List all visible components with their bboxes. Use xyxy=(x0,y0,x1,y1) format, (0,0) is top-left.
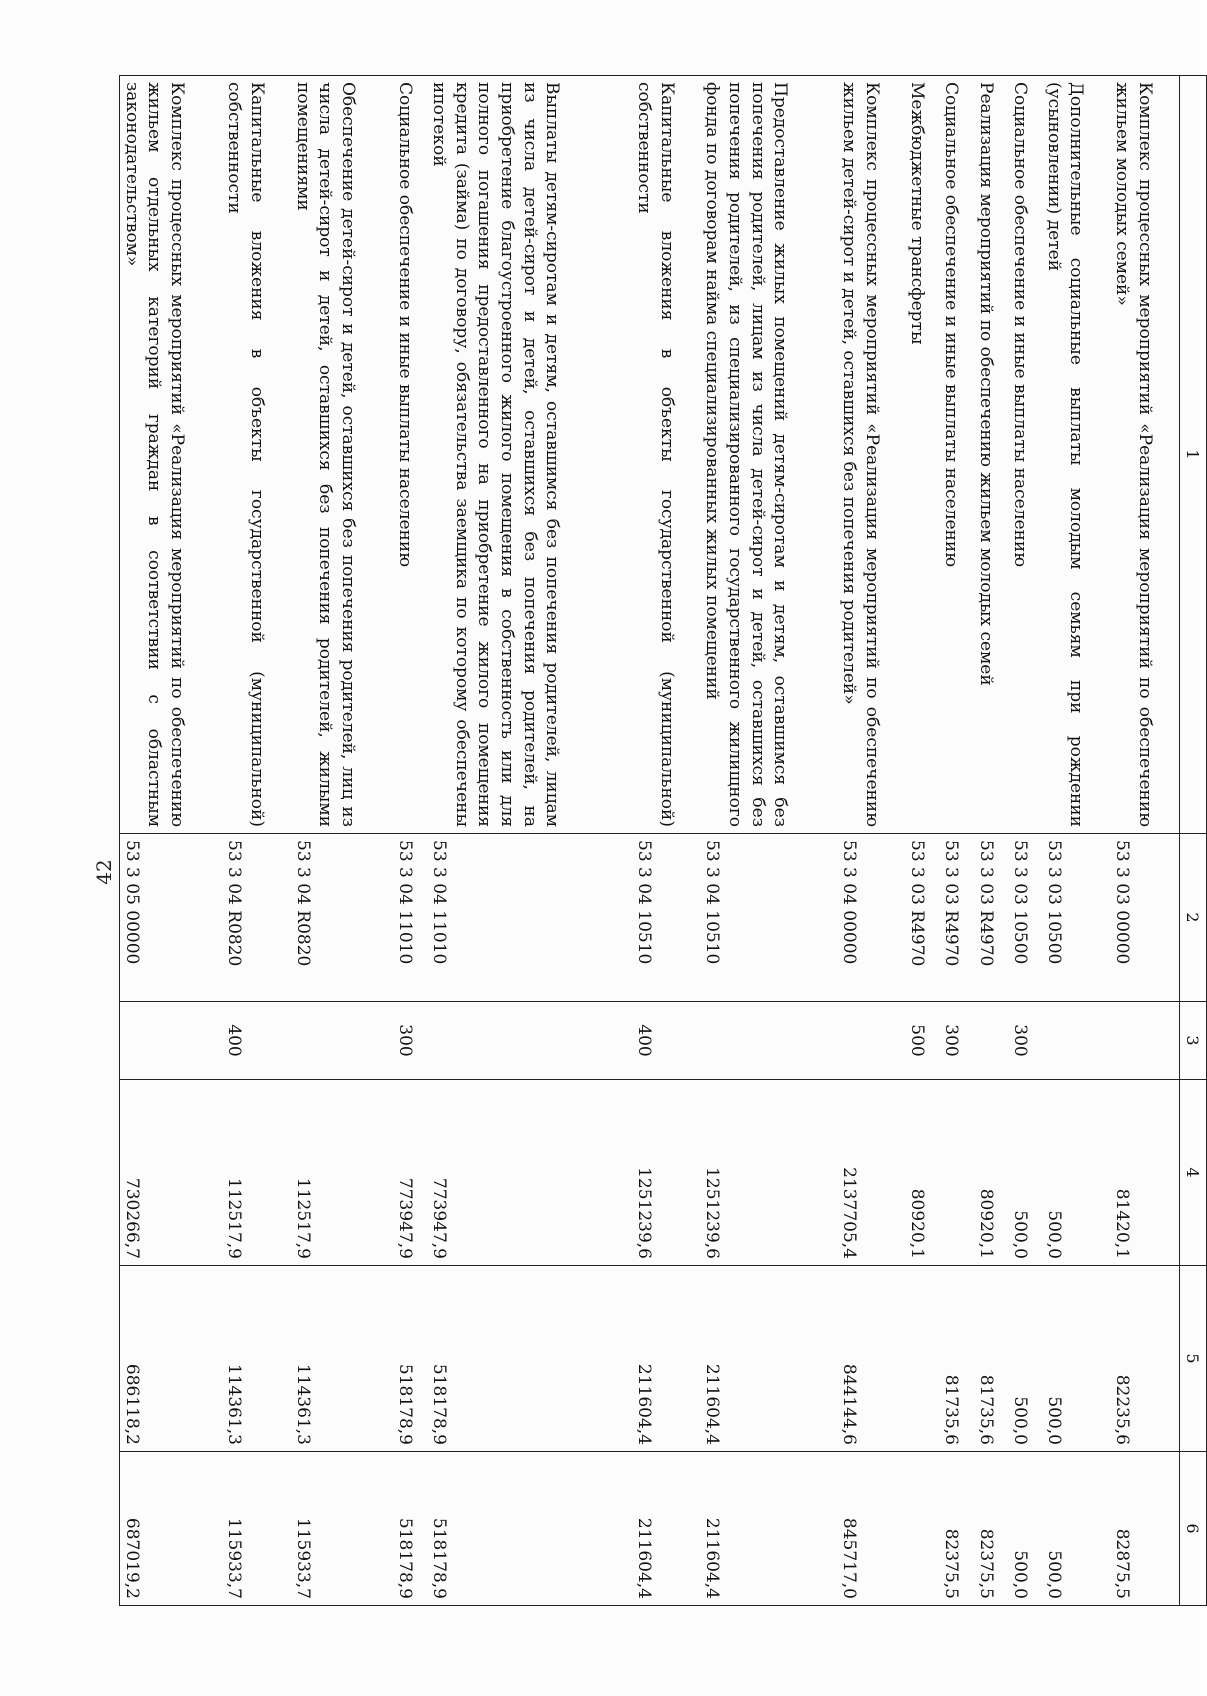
row-code: 53 3 05 00000 xyxy=(120,834,223,1002)
row-value-col5: 500,0 xyxy=(1008,1266,1042,1452)
table-row xyxy=(393,76,427,1606)
row-code: 53 3 04 11010 xyxy=(393,834,427,1002)
row-value-col5: 114361,3 xyxy=(223,1266,291,1452)
row-value-col5: 844144,6 xyxy=(837,1266,905,1452)
row-value-col5: 114361,3 xyxy=(291,1266,393,1452)
table-row xyxy=(701,76,838,1606)
header-col-3: 3 xyxy=(1180,1002,1207,1080)
row-value-col4 xyxy=(940,1080,974,1266)
budget-table xyxy=(119,75,1207,1606)
row-name: Социальное обеспечение и иные выплаты населению xyxy=(940,76,974,834)
row-subcode: 400 xyxy=(223,1002,291,1080)
rotated-table-container xyxy=(119,75,1207,1605)
row-value-col5: 518178,9 xyxy=(393,1266,427,1452)
row-code: 53 3 03 00000 xyxy=(1110,834,1179,1002)
row-value-col4: 773947,9 xyxy=(428,1080,633,1266)
row-code: 53 3 03 R4970 xyxy=(940,834,974,1002)
row-value-col5: 211604,4 xyxy=(701,1266,838,1452)
row-value-col6: 82375,5 xyxy=(974,1452,1008,1606)
table-row xyxy=(632,76,700,1606)
row-name: Социальное обеспечение и иные выплаты населению xyxy=(1008,76,1042,834)
row-value-col6: 518178,9 xyxy=(393,1452,427,1606)
row-code: 53 3 04 10510 xyxy=(632,834,700,1002)
row-code: 53 3 03 R4970 xyxy=(906,834,940,1002)
page-number: 42 xyxy=(92,859,116,885)
row-value-col5: 81735,6 xyxy=(974,1266,1008,1452)
table-row xyxy=(1008,76,1042,1606)
row-subcode: 400 xyxy=(632,1002,700,1080)
row-name: Комплекс процессных мероприятий «Реализация мероприятий по обеспечению жильем отдельных категорий граждан в соответствии с областным законодательством» xyxy=(120,76,223,834)
row-code: 53 3 04 00000 xyxy=(837,834,905,1002)
row-value-col5: 82235,6 xyxy=(1110,1266,1179,1452)
table-row xyxy=(1110,76,1179,1606)
header-col-4: 4 xyxy=(1180,1080,1207,1266)
row-value-col5: 686118,2 xyxy=(120,1266,223,1452)
row-value-col4: 730266,7 xyxy=(120,1080,223,1266)
row-subcode: 300 xyxy=(1008,1002,1042,1080)
row-subcode xyxy=(1110,1002,1179,1080)
row-name: Предоставление жилых помещений детям-сиротам и детям, оставшимся без попечения родителей, лицам из числа детей-сирот и детей, оставшихся без попечения родителей, из специализированного государственного жилищного фонда по договорам найма специализированных жилых помещений xyxy=(701,76,838,834)
row-value-col6: 115933,7 xyxy=(291,1452,393,1606)
header-col-1: 1 xyxy=(1180,76,1207,834)
table-row xyxy=(120,76,223,1606)
row-value-col4: 112517,9 xyxy=(291,1080,393,1266)
row-name: Выплаты детям-сиротам и детям, оставшимся без попечения родителей, лицам из числа детей-сирот и детей, оставшихся без попечения родителей, на приобретение благоустроенного жилого помещения в собственность или для полного погашения предоставленного на приобретение жилого помещения кредита (займа) по договору, обязательства заемщика по которому обеспечены ипотекой xyxy=(428,76,633,834)
row-subcode: 300 xyxy=(393,1002,427,1080)
row-value-col4: 112517,9 xyxy=(223,1080,291,1266)
row-value-col6: 845717,0 xyxy=(837,1452,905,1606)
row-value-col4: 500,0 xyxy=(1042,1080,1110,1266)
row-code: 53 3 04 10510 xyxy=(701,834,838,1002)
row-name: Социальное обеспечение и иные выплаты населению xyxy=(393,76,427,834)
row-subcode xyxy=(974,1002,1008,1080)
row-subcode xyxy=(428,1002,633,1080)
row-value-col6: 82875,5 xyxy=(1110,1452,1179,1606)
row-value-col6 xyxy=(906,1452,940,1606)
row-value-col5: 500,0 xyxy=(1042,1266,1110,1452)
row-code: 53 3 04 11010 xyxy=(428,834,633,1002)
table-row xyxy=(291,76,393,1606)
row-name: Комплекс процессных мероприятий «Реализация мероприятий по обеспечению жильем детей-сирот и детей, оставшихся без попечения родителей» xyxy=(837,76,905,834)
row-value-col6: 82375,5 xyxy=(940,1452,974,1606)
row-code: 53 3 04 R0820 xyxy=(291,834,393,1002)
row-name: Обеспечение детей-сирот и детей, оставшихся без попечения родителей, лиц из числа детей-сирот и детей, оставшихся без попечения родителей, жилыми помещениями xyxy=(291,76,393,834)
row-value-col5: 518178,9 xyxy=(428,1266,633,1452)
row-value-col4: 1251239,6 xyxy=(632,1080,700,1266)
row-name: Межбюджетные трансферты xyxy=(906,76,940,834)
table-row xyxy=(223,76,291,1606)
row-subcode: 500 xyxy=(906,1002,940,1080)
row-value-col6: 115933,7 xyxy=(223,1452,291,1606)
row-name: Капитальные вложения в объекты государственной (муниципальной) собственности xyxy=(632,76,700,834)
header-col-6: 6 xyxy=(1180,1452,1207,1606)
header-row xyxy=(1180,76,1207,1606)
row-subcode xyxy=(120,1002,223,1080)
row-value-col5: 81735,6 xyxy=(940,1266,974,1452)
row-value-col4: 80920,1 xyxy=(906,1080,940,1266)
header-col-5: 5 xyxy=(1180,1266,1207,1452)
row-subcode: 300 xyxy=(940,1002,974,1080)
row-subcode xyxy=(701,1002,838,1080)
row-name: Капитальные вложения в объекты государственной (муниципальной) собственности xyxy=(223,76,291,834)
row-subcode xyxy=(1042,1002,1110,1080)
table-row xyxy=(906,76,940,1606)
row-name: Реализация мероприятий по обеспечению жильем молодых семей xyxy=(974,76,1008,834)
row-value-col6: 211604,4 xyxy=(701,1452,838,1606)
row-code: 53 3 03 R4970 xyxy=(974,834,1008,1002)
table-row xyxy=(837,76,905,1606)
row-value-col5 xyxy=(906,1266,940,1452)
table-row xyxy=(428,76,633,1606)
row-value-col6: 518178,9 xyxy=(428,1452,633,1606)
row-value-col4: 2137705,4 xyxy=(837,1080,905,1266)
row-subcode xyxy=(291,1002,393,1080)
table-row xyxy=(1042,76,1110,1606)
row-value-col6: 211604,4 xyxy=(632,1452,700,1606)
row-code: 53 3 03 10500 xyxy=(1042,834,1110,1002)
table-header xyxy=(1180,76,1207,1606)
header-col-2: 2 xyxy=(1180,834,1207,1002)
table-row xyxy=(940,76,974,1606)
row-value-col4: 80920,1 xyxy=(974,1080,1008,1266)
row-name: Дополнительные социальные выплаты молодым семьям при рождении (усыновлении) детей xyxy=(1042,76,1110,834)
row-value-col4: 81420,1 xyxy=(1110,1080,1179,1266)
row-value-col5: 211604,4 xyxy=(632,1266,700,1452)
row-name: Комплекс процессных мероприятий «Реализация мероприятий по обеспечению жильем молодых семей» xyxy=(1110,76,1179,834)
row-value-col4: 500,0 xyxy=(1008,1080,1042,1266)
row-code: 53 3 03 10500 xyxy=(1008,834,1042,1002)
row-subcode xyxy=(837,1002,905,1080)
table-body xyxy=(120,76,1180,1606)
row-value-col4: 773947,9 xyxy=(393,1080,427,1266)
row-value-col6: 500,0 xyxy=(1042,1452,1110,1606)
row-value-col6: 500,0 xyxy=(1008,1452,1042,1606)
row-code: 53 3 04 R0820 xyxy=(223,834,291,1002)
table-row xyxy=(974,76,1008,1606)
row-value-col4: 1251239,6 xyxy=(701,1080,838,1266)
row-value-col6: 687019,2 xyxy=(120,1452,223,1606)
